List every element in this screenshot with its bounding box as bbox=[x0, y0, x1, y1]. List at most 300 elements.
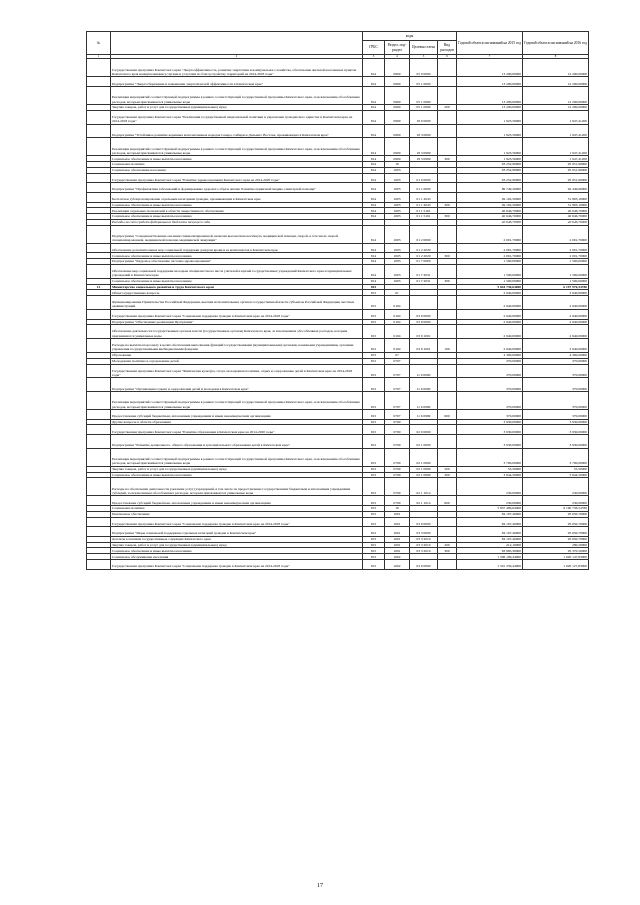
row-amount-2016: 55,50000 bbox=[523, 466, 589, 472]
row-amount-2016: 3 700,00000 bbox=[523, 448, 589, 466]
row-number bbox=[87, 425, 111, 435]
row-name: Расходы на выплаты персоналу в целях обеспечения выполнения функций государственными (муниципальными) органами, казенными учреждениями, органами управления государственными внебюджетными фондами bbox=[111, 339, 363, 353]
row-grbs: 815 bbox=[363, 548, 385, 554]
row-grbs: 815 bbox=[363, 319, 385, 325]
table-row bbox=[87, 264, 589, 278]
row-vr bbox=[438, 478, 457, 496]
row-razdel: 1003 bbox=[385, 192, 410, 202]
row-vr bbox=[438, 243, 457, 253]
row-grbs: 815 bbox=[363, 296, 385, 310]
row-grbs: 815 bbox=[363, 410, 385, 420]
row-razdel: 1003 bbox=[385, 253, 410, 259]
row-grbs: 814 bbox=[363, 264, 385, 278]
row-amount-2016: 1 947,41200 bbox=[523, 156, 589, 162]
row-vr bbox=[438, 425, 457, 435]
table-row bbox=[87, 183, 589, 193]
row-razdel: 07 bbox=[385, 352, 410, 358]
row-amount-2015: 1 501 259,44000 bbox=[457, 560, 523, 570]
row-amount-2016: 370,00000 bbox=[523, 392, 589, 410]
row-grbs: 814 bbox=[363, 208, 385, 214]
row-grbs: 815 bbox=[363, 448, 385, 466]
row-razdel: 1003 bbox=[385, 167, 410, 173]
row-number bbox=[87, 225, 111, 243]
row-amount-2016: 6 190 736,54780 bbox=[523, 506, 589, 512]
row-razdel: 1002 bbox=[385, 554, 410, 560]
row-vr bbox=[438, 173, 457, 183]
row-csr: 03 9 1001 bbox=[410, 325, 438, 339]
row-amount-2015: 370,00000 bbox=[457, 358, 523, 364]
table-row bbox=[87, 378, 589, 392]
row-name: Подпрограмма "Обеспечение реализации Программы" bbox=[111, 319, 363, 325]
row-vr bbox=[438, 59, 457, 77]
row-grbs: 814 bbox=[363, 173, 385, 183]
index-cell: 8 bbox=[523, 55, 589, 59]
row-grbs: 815 bbox=[363, 290, 385, 296]
row-amount-2016: 6 197 976,54780 bbox=[523, 284, 589, 290]
row-vr: 300 bbox=[438, 214, 457, 220]
row-razdel: 01 bbox=[385, 290, 410, 296]
row-amount-2015: 370,00000 bbox=[457, 392, 523, 410]
row-number bbox=[87, 124, 111, 138]
header-csr: Целевая статья bbox=[410, 41, 438, 55]
row-razdel: 1001 bbox=[385, 517, 410, 527]
row-amount-2016: 95 370,50000 bbox=[523, 548, 589, 554]
row-csr: 01 2 0000 bbox=[410, 225, 438, 243]
row-amount-2015: 370,00000 bbox=[457, 364, 523, 378]
row-vr bbox=[438, 110, 457, 124]
row-razdel: 1001 bbox=[385, 527, 410, 537]
row-csr: 02 1 0999 bbox=[410, 448, 438, 466]
row-vr: 300 bbox=[438, 548, 457, 554]
row-amount-2015: 370,00000 bbox=[457, 410, 523, 420]
row-csr: 11 6 0000 bbox=[410, 378, 438, 392]
row-number: 13 bbox=[87, 284, 111, 290]
row-name: Социальное обеспечение и иные выплаты населению bbox=[111, 214, 363, 220]
row-grbs: 814 bbox=[363, 110, 385, 124]
row-amount-2015: 212,10000 bbox=[457, 542, 523, 548]
row-grbs: 815 bbox=[363, 325, 385, 339]
row-name: Подпрограмма "Профилактика заболеваний и формирование здорового образа жизни. Развитие первичной медико-санитарной помощи" bbox=[111, 183, 363, 193]
row-amount-2016: 51 803,10000 bbox=[523, 202, 589, 208]
row-amount-2016: 1 500,00000 bbox=[523, 278, 589, 284]
row-amount-2015: 49 102,50000 bbox=[457, 192, 523, 202]
row-name: Закупка товаров, работ и услуг для государственных (муниципальных) нужд bbox=[111, 466, 363, 472]
row-vr bbox=[438, 325, 457, 339]
row-vr bbox=[438, 517, 457, 527]
row-amount-2016: 1 947,41200 bbox=[523, 124, 589, 138]
table-row bbox=[87, 243, 589, 253]
row-amount-2015: 1 923,56000 bbox=[457, 138, 523, 156]
row-razdel: 1003 bbox=[385, 278, 410, 284]
row-amount-2016: 12 200,00000 bbox=[523, 105, 589, 111]
row-amount-2015: 89 749,20000 bbox=[457, 183, 523, 193]
row-name: Расходы на обеспечение деятельности (оказание услуг) учреждений, в том числе на предоставление государственным бюджетным и автономным учреждениям субсидий, за исключением обособленных расходов, которым присваиваются уникальные коды bbox=[111, 478, 363, 496]
row-grbs: 814 bbox=[363, 243, 385, 253]
row-csr: 01 1 0000 bbox=[410, 183, 438, 193]
row-amount-2015: 2 940,00000 bbox=[457, 296, 523, 310]
row-amount-2015: 13 290,00000 bbox=[457, 77, 523, 87]
row-amount-2016: 1 500,00000 bbox=[523, 264, 589, 278]
row-csr: 05 1 0000 bbox=[410, 77, 438, 87]
row-amount-2015: 5 844 730,64000 bbox=[457, 284, 523, 290]
row-grbs: 815 bbox=[363, 511, 385, 517]
row-amount-2015: 3 930,00000 bbox=[457, 425, 523, 435]
row-razdel: 10 bbox=[385, 506, 410, 512]
row-vr bbox=[438, 527, 457, 537]
row-razdel: 0909 bbox=[385, 124, 410, 138]
row-csr: 18 3 0999 bbox=[410, 156, 438, 162]
row-vr: 300 bbox=[438, 278, 457, 284]
row-csr: 01 1 5161 bbox=[410, 208, 438, 214]
row-amount-2016: 95 650,70000 bbox=[523, 517, 589, 527]
row-amount-2015: 1 500,00000 bbox=[457, 259, 523, 265]
row-vr bbox=[438, 77, 457, 87]
row-vr: 200 bbox=[438, 542, 457, 548]
row-name: Подпрограмма "Совершенствование оказания специализированной, включая высокотехнологичную, медицинской помощи, скорой, в том числе скорой специализированной, медицинской помощи, медицинской эвакуации" bbox=[111, 225, 363, 243]
row-number bbox=[87, 264, 111, 278]
row-amount-2016: 95 951,90000 bbox=[523, 162, 589, 168]
row-amount-2016: 1 947,41200 bbox=[523, 138, 589, 156]
row-razdel: 0709 bbox=[385, 425, 410, 435]
table-row bbox=[87, 517, 589, 527]
row-vr bbox=[438, 448, 457, 466]
row-name: Социальное обеспечение населения bbox=[111, 167, 363, 173]
row-amount-2015: 230,00000 bbox=[457, 496, 523, 506]
row-vr: 300 bbox=[438, 253, 457, 259]
row-csr: 01 7 2031 bbox=[410, 264, 438, 278]
row-name: Социальная политика bbox=[111, 162, 363, 168]
row-vr: 200 bbox=[438, 105, 457, 111]
table-row bbox=[87, 560, 589, 570]
table-row bbox=[87, 364, 589, 378]
row-vr bbox=[438, 309, 457, 319]
row-amount-2016: 2 001,70000 bbox=[523, 243, 589, 253]
row-name: Социальное обеспечение и иные выплаты населению bbox=[111, 278, 363, 284]
row-razdel: 0709 bbox=[385, 466, 410, 472]
row-grbs: 814 bbox=[363, 156, 385, 162]
row-amount-2016: 370,00000 bbox=[523, 364, 589, 378]
row-vr bbox=[438, 138, 457, 156]
row-csr: 01 0 0000 bbox=[410, 173, 438, 183]
row-name: Реализация мероприятий соответствующей подпрограммы в рамках соответствующей государственной программы Камчатского края, за исключением обособленных расходов, которым присваиваются уникальные коды bbox=[111, 138, 363, 156]
index-cell: 3 bbox=[363, 55, 385, 59]
table-row bbox=[87, 435, 589, 449]
row-razdel: 0104 bbox=[385, 309, 410, 319]
row-grbs: 815 bbox=[363, 358, 385, 364]
table-row bbox=[87, 325, 589, 339]
row-amount-2015: 13 290,00000 bbox=[457, 87, 523, 105]
row-amount-2015: 1 500,00000 bbox=[457, 278, 523, 284]
row-amount-2015: 1 500,00000 bbox=[457, 264, 523, 278]
row-grbs: 815 bbox=[363, 517, 385, 527]
table-row bbox=[87, 339, 589, 353]
row-razdel: 1003 bbox=[385, 183, 410, 193]
table-row bbox=[87, 225, 589, 243]
row-name: Государственная программа Камчатского края "Социальная поддержка граждан в Камчатском крае на 2014-2018 годы" bbox=[111, 560, 363, 570]
table-row bbox=[87, 496, 589, 506]
row-amount-2016: 1 620 127,83000 bbox=[523, 560, 589, 570]
row-razdel: 1003 bbox=[385, 259, 410, 265]
row-amount-2015: 55,50000 bbox=[457, 466, 523, 472]
row-amount-2016: 370,00000 bbox=[523, 378, 589, 392]
row-amount-2015: 84 197,40000 bbox=[457, 527, 523, 537]
row-name: Социальное обеспечение и иные выплаты населению bbox=[111, 472, 363, 478]
row-number bbox=[87, 87, 111, 105]
row-grbs: 815 bbox=[363, 554, 385, 560]
row-grbs: 814 bbox=[363, 105, 385, 111]
row-csr: 05 1 0999 bbox=[410, 105, 438, 111]
row-grbs: 814 bbox=[363, 183, 385, 193]
row-number bbox=[87, 339, 111, 353]
row-grbs: 814 bbox=[363, 192, 385, 202]
row-name: Реализация мероприятий соответствующей подпрограммы в рамках соответствующей государственной программы Камчатского края, за исключением обособленных расходов, которым присваиваются уникальные коды bbox=[111, 87, 363, 105]
row-razdel: 0909 bbox=[385, 105, 410, 111]
row-vr: 200 bbox=[438, 466, 457, 472]
row-grbs: 815 bbox=[363, 284, 385, 290]
table-row bbox=[87, 478, 589, 496]
row-number bbox=[87, 59, 111, 77]
table-row bbox=[87, 410, 589, 420]
row-csr: 03 3 2019 bbox=[410, 536, 438, 542]
header-2015: Годовой объем ассигнований на 2015 год bbox=[457, 32, 523, 55]
row-name: Обеспечение дополнительных мер социальной поддержки донорам крови и ее компонентов в Камчатском крае bbox=[111, 243, 363, 253]
row-name: Социальное обеспечение и иные выплаты населению bbox=[111, 202, 363, 208]
row-number bbox=[87, 496, 111, 506]
row-name: Подпрограмма "Развитие дошкольного, общего образования и дополнительного образования детей в Камчатском крае" bbox=[111, 435, 363, 449]
row-amount-2015: 84 197,40000 bbox=[457, 511, 523, 517]
row-amount-2015: 2 940,00000 bbox=[457, 339, 523, 353]
row-name: Государственная программа Камчатского края "Энергоэффективность, развитие энергетики и коммунального хозяйства, обеспечение жителей населенных пунктов Камчатского края коммунальными услугами и услугами по благоустройству территорий на 2014-2018 годы" bbox=[111, 59, 363, 77]
row-csr: 05 1 0999 bbox=[410, 87, 438, 105]
row-vr: 100 bbox=[438, 339, 457, 353]
row-csr: 02 1 1014 bbox=[410, 478, 438, 496]
row-csr bbox=[410, 296, 438, 310]
table-header bbox=[87, 32, 589, 59]
row-name: Министерство социального развития и труда Камчатского края bbox=[111, 284, 363, 290]
row-grbs: 815 bbox=[363, 472, 385, 478]
row-amount-2015: 13 290,00000 bbox=[457, 105, 523, 111]
row-grbs: 815 bbox=[363, 478, 385, 496]
table-row bbox=[87, 425, 589, 435]
row-grbs: 815 bbox=[363, 364, 385, 378]
table-row bbox=[87, 87, 589, 105]
row-csr: 11 0 0000 bbox=[410, 364, 438, 378]
row-grbs: 815 bbox=[363, 419, 385, 425]
row-amount-2015: 3 930,00000 bbox=[457, 419, 523, 425]
row-name: Государственная программа Камчатского края "Социальная поддержка граждан в Камчатском крае на 2014-2018 годы" bbox=[111, 309, 363, 319]
row-name: Обеспечение мер социальной поддержки молодым специалистам из числа учителей и врачей государственных учреждений Камчатского края и муниципальных учреждений в Камчатском крае bbox=[111, 264, 363, 278]
row-amount-2016: 2 001,70000 bbox=[523, 253, 589, 259]
row-vr: 600 bbox=[438, 410, 457, 420]
row-csr: 01 7 0000 bbox=[410, 259, 438, 265]
row-razdel: 0909 bbox=[385, 110, 410, 124]
index-cell: 4 bbox=[385, 55, 410, 59]
row-amount-2015: 93 252,90000 bbox=[457, 167, 523, 173]
row-number bbox=[87, 560, 111, 570]
table-row bbox=[87, 138, 589, 156]
row-grbs: 815 bbox=[363, 466, 385, 472]
row-amount-2016: 2 940,00000 bbox=[523, 309, 589, 319]
row-grbs: 814 bbox=[363, 77, 385, 87]
row-grbs: 814 bbox=[363, 59, 385, 77]
row-razdel: 1002 bbox=[385, 560, 410, 570]
row-csr: 03 3 2019 bbox=[410, 542, 438, 548]
row-name: Предоставление субсидий бюджетным, автономным учреждениям и иным некоммерческим организациям bbox=[111, 410, 363, 420]
row-amount-2015: 3 644,50000 bbox=[457, 472, 523, 478]
row-csr: 03 3 2019 bbox=[410, 548, 438, 554]
row-number bbox=[87, 309, 111, 319]
row-grbs: 814 bbox=[363, 162, 385, 168]
row-name: Государственная программа Камчатского края "Физическая культура, спорт, молодежная политика, отдых и оздоровление детей в Камчатском крае на 2014-2018 годы" bbox=[111, 364, 363, 378]
row-razdel: 0909 bbox=[385, 138, 410, 156]
index-cell: 7 bbox=[457, 55, 523, 59]
row-amount-2016: 3 644,50000 bbox=[523, 472, 589, 478]
row-vr: 300 bbox=[438, 202, 457, 208]
row-razdel: 0707 bbox=[385, 392, 410, 410]
row-vr bbox=[438, 264, 457, 278]
row-number bbox=[87, 183, 111, 193]
row-csr: 01 1 5161 bbox=[410, 214, 438, 220]
row-name: Реализация мероприятий соответствующей подпрограммы в рамках соответствующей государственной программы Камчатского края, за исключением обособленных расходов, которым присваиваются уникальные коды bbox=[111, 392, 363, 410]
header-codes: коды bbox=[363, 32, 457, 41]
row-number bbox=[87, 138, 111, 156]
row-name: Закупка товаров, работ и услуг для государственных (муниципальных) нужд bbox=[111, 105, 363, 111]
header-name bbox=[111, 32, 363, 55]
row-name: Социальное обеспечение и иные выплаты населению bbox=[111, 548, 363, 554]
row-amount-2015: 40 646,70000 bbox=[457, 214, 523, 220]
row-number bbox=[87, 527, 111, 537]
row-grbs: 815 bbox=[363, 496, 385, 506]
row-csr: 03 9 1001 bbox=[410, 339, 438, 353]
row-amount-2015: 2 001,70000 bbox=[457, 225, 523, 243]
row-razdel: 1003 bbox=[385, 243, 410, 253]
row-razdel: 0909 bbox=[385, 87, 410, 105]
row-amount-2016: 40 646,70000 bbox=[523, 214, 589, 220]
row-vr: 300 bbox=[438, 156, 457, 162]
row-name: Государственная программа Камчатского края "Развитие здравоохранения Камчатского края на 2014-2020 годы" bbox=[111, 173, 363, 183]
row-razdel: 0707 bbox=[385, 358, 410, 364]
row-grbs: 815 bbox=[363, 425, 385, 435]
row-name: Социальное обеспечение и иные выплаты населению bbox=[111, 156, 363, 162]
index-cell: 1 bbox=[87, 55, 111, 59]
row-razdel: 0709 bbox=[385, 435, 410, 449]
page-number: 17 bbox=[317, 883, 323, 889]
row-grbs: 814 bbox=[363, 278, 385, 284]
row-csr: 03 0 0000 bbox=[410, 517, 438, 527]
header-2016: Годовой объем ассигнований на 2016 год bbox=[523, 32, 589, 55]
row-amount-2015: 370,00000 bbox=[457, 378, 523, 392]
table-row bbox=[87, 124, 589, 138]
table-body bbox=[87, 59, 589, 569]
row-amount-2015: 84 197,40000 bbox=[457, 536, 523, 542]
row-amount-2016: 2 940,00000 bbox=[523, 296, 589, 310]
row-name: Государственная программа Камчатского края "Реализация государственной национальной политики и укрепление гражданского единства в Камчатском крае на 2014-2018 годы" bbox=[111, 110, 363, 124]
row-name: Функционирование Правительства Российской Федерации, высших исполнительных органов государственной власти субъектов Российской Федерации, местных администраций bbox=[111, 296, 363, 310]
row-razdel: 10 bbox=[385, 162, 410, 168]
row-amount-2015: 4 300,00000 bbox=[457, 352, 523, 358]
row-amount-2016: 2 940,00000 bbox=[523, 339, 589, 353]
row-amount-2016: 40 646,70000 bbox=[523, 208, 589, 214]
table-row bbox=[87, 77, 589, 87]
row-number bbox=[87, 435, 111, 449]
row-razdel: 1003 bbox=[385, 225, 410, 243]
row-csr: 02 1 1014 bbox=[410, 496, 438, 506]
row-razdel: 0909 bbox=[385, 156, 410, 162]
row-csr: 18 0 0000 bbox=[410, 110, 438, 124]
table-row bbox=[87, 192, 589, 202]
row-amount-2015: 2 940,00000 bbox=[457, 309, 523, 319]
table-row bbox=[87, 173, 589, 183]
table-row bbox=[87, 392, 589, 410]
row-amount-2016: 230,00000 bbox=[523, 496, 589, 506]
row-vr bbox=[438, 560, 457, 570]
row-vr bbox=[438, 124, 457, 138]
row-csr: 01 2 2029 bbox=[410, 253, 438, 259]
row-grbs: 815 bbox=[363, 560, 385, 570]
row-number bbox=[87, 110, 111, 124]
row-amount-2016: 51 803,10000 bbox=[523, 192, 589, 202]
row-vr bbox=[438, 378, 457, 392]
row-amount-2016: 3 930,00000 bbox=[523, 435, 589, 449]
row-razdel: 1001 bbox=[385, 548, 410, 554]
row-vr: 600 bbox=[438, 496, 457, 506]
row-number bbox=[87, 410, 111, 420]
row-name: Подпрограмма "Меры социальной поддержки отдельных категорий граждан в Камчатском крае" bbox=[111, 527, 363, 537]
row-grbs: 815 bbox=[363, 352, 385, 358]
row-csr: 02 1 0999 bbox=[410, 466, 438, 472]
row-csr: 11 6 0999 bbox=[410, 392, 438, 410]
row-amount-2015: 5 837 490,64000 bbox=[457, 506, 523, 512]
row-razdel: 1003 bbox=[385, 208, 410, 214]
row-number bbox=[87, 378, 111, 392]
row-razdel: 0707 bbox=[385, 364, 410, 378]
table-row bbox=[87, 448, 589, 466]
row-number bbox=[87, 173, 111, 183]
row-amount-2016: 95 951,90000 bbox=[523, 173, 589, 183]
header-razdel: Раздел, под-раздел bbox=[385, 41, 410, 55]
row-amount-2015: 49 102,50000 bbox=[457, 202, 523, 208]
table-row bbox=[87, 309, 589, 319]
row-csr: 03 9 0000 bbox=[410, 319, 438, 325]
row-grbs: 815 bbox=[363, 435, 385, 449]
row-grbs: 814 bbox=[363, 138, 385, 156]
row-amount-2015: 1 923,56000 bbox=[457, 156, 523, 162]
row-amount-2016: 1 500,00000 bbox=[523, 259, 589, 265]
row-vr bbox=[438, 225, 457, 243]
row-amount-2016: 1 947,41200 bbox=[523, 110, 589, 124]
budget-table bbox=[86, 31, 589, 570]
row-vr bbox=[438, 192, 457, 202]
row-amount-2016: 280,20000 bbox=[523, 542, 589, 548]
row-name: Закупка товаров, работ и услуг для государственных (муниципальных) нужд bbox=[111, 542, 363, 548]
row-number bbox=[87, 364, 111, 378]
row-amount-2015: 93 252,90000 bbox=[457, 173, 523, 183]
row-grbs: 815 bbox=[363, 536, 385, 542]
row-vr: 300 bbox=[438, 472, 457, 478]
row-name: Общегосударственные вопросы bbox=[111, 290, 363, 296]
row-csr: 01 1 2043 bbox=[410, 202, 438, 208]
row-razdel: 0709 bbox=[385, 496, 410, 506]
row-razdel: 0104 bbox=[385, 339, 410, 353]
row-amount-2015: 84 197,40000 bbox=[457, 517, 523, 527]
row-amount-2015: 230,00000 bbox=[457, 478, 523, 496]
row-razdel: 1001 bbox=[385, 511, 410, 517]
row-csr: 01 1 2043 bbox=[410, 192, 438, 202]
table-row bbox=[87, 59, 589, 77]
row-csr: 01 7 2031 bbox=[410, 278, 438, 284]
row-amount-2015: 40 646,70000 bbox=[457, 208, 523, 214]
row-amount-2015: 2 001,70000 bbox=[457, 243, 523, 253]
